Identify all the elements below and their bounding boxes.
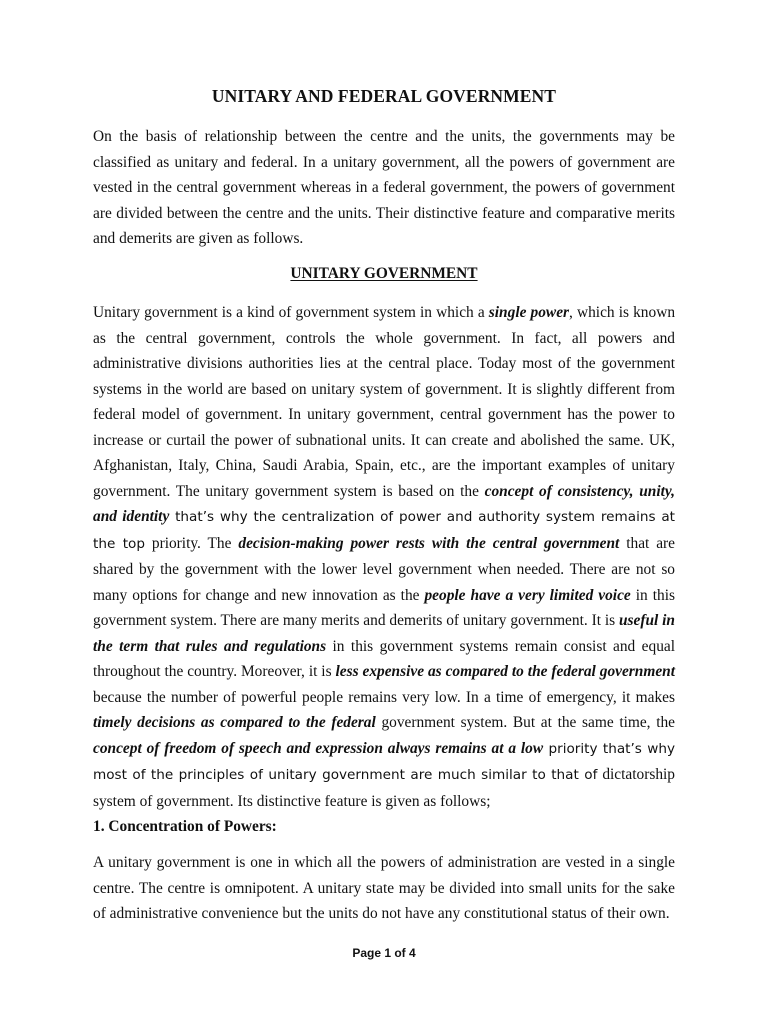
- subsection-heading-concentration: [93, 818, 277, 836]
- unitary-paragraph: [93, 300, 675, 814]
- subsection-number: 1: [93, 818, 101, 835]
- text-run: priority that’s why most of the principles of unitary government are much similar to that of: [93, 740, 675, 783]
- text-run: in this government system. There are many merits and demerits of unitary government. It is: [93, 586, 675, 629]
- emphasis-consistency: concept of consistency, unity, and identity: [93, 482, 675, 525]
- emphasis-single-power: single power: [488, 304, 570, 321]
- section-heading-unitary: UNITARY GOVERNMENT: [290, 265, 478, 282]
- page-number: Page 1 of 4: [352, 946, 416, 960]
- emphasis-limited-voice: people have a very limited voice: [424, 586, 631, 604]
- text-run: government system. But at the same time, the: [375, 714, 675, 731]
- emphasis-rules-regulations: useful in the term that rules and regulations: [93, 612, 675, 655]
- text-run: dictatorship system of government. Its distinctive feature is given as follows;: [93, 766, 675, 810]
- emphasis-decision-making: decision-making power rests with the central government: [238, 534, 620, 552]
- text-run: priority. The: [144, 534, 239, 552]
- emphasis-timely-decisions: timely decisions as compared to the federal: [93, 714, 376, 731]
- concentration-paragraph: A unitary government is one in which all the powers of administration are vested in a single centre. The centre is omnipotent. A unitary state may be divided into small units for the sake of administrative convenience but the units do not have any constitutional status of their own.: [93, 854, 675, 922]
- intro-paragraph: On the basis of relationship between the centre and the units, the governments may be classified as unitary and federal. In a unitary government, all the powers of government are vested in the central government whereas in a federal government, the powers of government are divided between the centre and the units. Their distinctive feature and comparative merits and demerits are given as follows.: [93, 128, 675, 247]
- text-run: Unitary government is a kind of government system in which a: [93, 304, 489, 321]
- text-run: in this government systems remain consist and equal throughout the country. Moreover, it is: [93, 637, 676, 680]
- text-run: that’s why the centralization of power and authority system remains at the top: [93, 509, 675, 552]
- subsection-title: . Concentration of Powers:: [100, 818, 277, 835]
- emphasis-freedom-of-speech: concept of freedom of speech and expression always remains at a low: [93, 739, 544, 757]
- text-run: because the number of powerful people remains very low. In a time of emergency, it makes: [93, 688, 675, 706]
- emphasis-less-expensive: less expensive as compared to the federal government: [335, 663, 675, 680]
- text-run: that are shared by the government with the lower level government when needed. There are not so many options for change and new innovation as the: [93, 534, 675, 604]
- text-run: , which is known as the central government, controls the whole government. In fact, all powers and administrative divisions authorities lies at the central place. Today most of the government systems in the world are based on unitary system of government. It is slightly different from federal model of government. In unitary government, central government has the power to increase or curtail the power of subnational units. It can create and abolished the same. UK, Afghanistan, Italy, China, Saudi Arabia, Spain, etc., are the important examples of unitary government. The unitary government system is based on the: [93, 304, 676, 500]
- document-title: UNITARY AND FEDERAL GOVERNMENT: [211, 86, 557, 106]
